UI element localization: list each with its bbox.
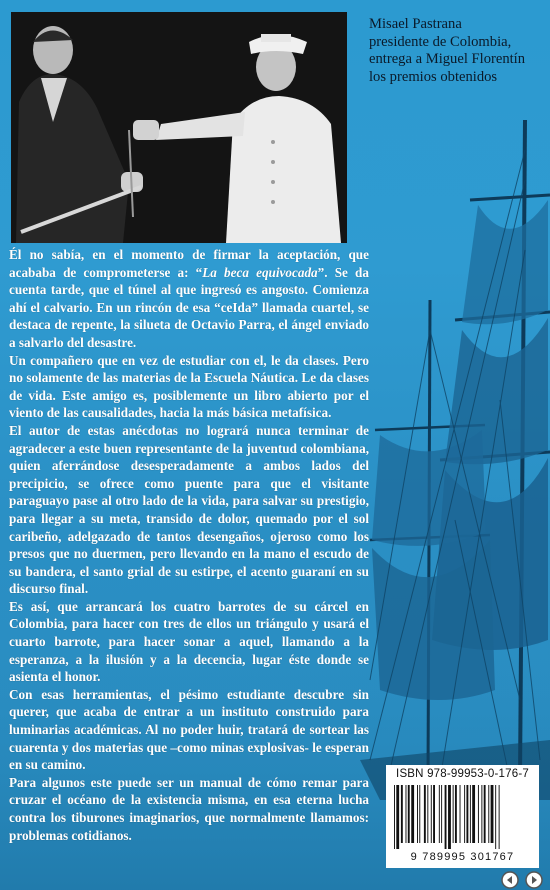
book-title: La beca equivocada xyxy=(202,264,318,280)
caption-line: los premios obtenidos xyxy=(369,68,498,85)
nav-icon[interactable] xyxy=(496,868,550,890)
paragraph-4: Es así, que arrancará los cuatro barrotes de su cárcel en Colombia, para hacer con tres de ellos un triángulo y usará el cuarto barrote, para hacer sonar a aquel, llamando a la esperanza, a la ilusión y a la decencia, lugar éste donde se asienta el honor. xyxy=(9,598,369,685)
isbn-barcode-box xyxy=(386,765,539,868)
caption-line: presidente de Colombia, xyxy=(369,33,512,50)
paragraph-2: Un compañero que en vez de estudiar con el, le da clases. Pero no solamente de las materias de la Escuela Náutica. Le da clases de vida. Este amigo es, posiblemente un libro abierto por el viento de las causalidades, hacia la más básica metafísica. xyxy=(9,352,369,421)
isbn-label: ISBN 978-99953-0-176-7 xyxy=(396,768,529,780)
photo-ceremony xyxy=(11,12,347,243)
photo-ceremony-icon xyxy=(11,12,347,243)
barcode-digits: 9 789995 301767 xyxy=(410,851,515,863)
paragraph-1-end: ”. Se da cuenta tarde, que el túnel al que ingresó es angosto. Comienza ahí el calvario. En un rincón de esa “ceIda” llamada cuartel, se destaca de repente, la silueta de Octavio Parra, el ángel enviado a salvarlo del desastre. xyxy=(9,264,369,350)
paragraph-1-start: Él no sabía, en el momento de firmar la aceptación, que acababa de comprometerse a: “ xyxy=(9,247,369,280)
caption-line: entrega a Miguel Florentín xyxy=(369,51,526,67)
barcode-icon xyxy=(394,785,531,849)
paragraph-1 xyxy=(9,246,369,352)
caption-line: Misael Pastrana xyxy=(369,16,462,32)
paragraph-6: Para algunos este puede ser un manual de cómo remar para cruzar el océano de la existencia misma, en esa eterna lucha contra los tiburones imaginarios, que normalmente llamamos: problemas cotidianos. xyxy=(9,774,369,843)
photo-caption xyxy=(369,16,547,86)
paragraph-5: Con esas herramientas, el pésimo estudiante descubre sin querer, que acaba de entrar a un instituto construido para luminarias académicas. Al no poder huir, tratará de sortear las cuarenta y dos materias que –como minas explosivas- le esperan en su camino. xyxy=(9,686,369,773)
synopsis-text xyxy=(9,246,369,844)
paragraph-3: El autor de estas anécdotas no logrará nunca terminar de agradecer a este buen representante de la juventud colombiana, quien aferrándose desesperadamente a ambos lados del precipicio, se ofrece como puente para que el visitante paraguayo pase al otro lado de la vida, para salvar su prestigio, para llegar a su meta, transido de dolor, quemado por el sol caribeño, adelgazado de tantos desengaños, ojeroso como los presos que no duermen, pero llevando en la mano el escudo de su bandera, el santo grial de su estirpe, el acento guaraní en su discurso final. xyxy=(9,422,369,597)
